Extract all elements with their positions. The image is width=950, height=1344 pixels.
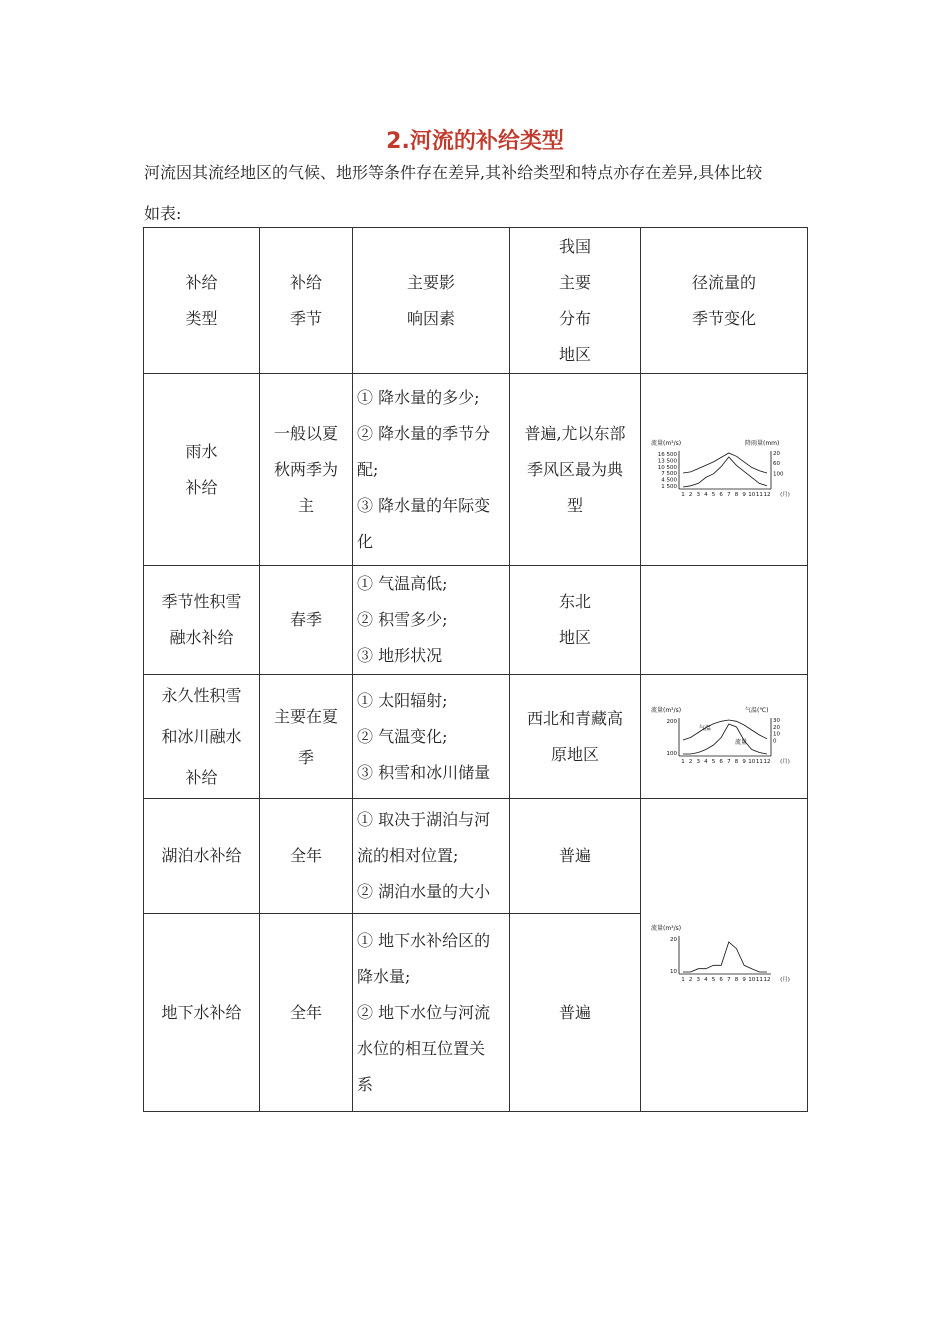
x-tick-label: 11 (755, 758, 763, 765)
x-tick-label: 9 (742, 977, 746, 983)
series-line (683, 453, 767, 473)
cell-season: 全年 (260, 914, 353, 1112)
header-factors: 主要影 响因素 (353, 228, 510, 374)
cell-factors: ① 太阳辐射; ② 气温变化; ③ 积雪和冰川储量 (353, 675, 510, 799)
left-axis-title: 流量(m³/s) (651, 925, 682, 932)
groundwater-recharge-hydrograph (649, 922, 799, 988)
right-tick-label: 60 (773, 460, 780, 467)
x-tick-label: 1 (681, 977, 685, 983)
y-tick-label: 13 500 (657, 457, 677, 464)
y-tick-label: 20 (670, 937, 677, 943)
cell-distribution: 普遍,尤以东部 季风区最为典 型 (510, 374, 641, 566)
x-unit-label: (月) (780, 758, 790, 765)
cell-season: 春季 (260, 566, 353, 675)
series-label: 气温 (699, 724, 712, 732)
header-row (144, 228, 808, 374)
x-tick-label: 2 (688, 491, 693, 498)
cell-distribution: 普遍 (510, 914, 641, 1112)
cell-distribution: 东北 地区 (510, 566, 641, 675)
x-tick-label: 8 (734, 758, 739, 765)
x-tick-label: 6 (719, 977, 723, 983)
x-tick-label: 1 (681, 758, 685, 765)
series-label: 流量 (735, 738, 748, 746)
right-tick-label: 30 (773, 717, 780, 724)
cell-season: 主要在夏 季 (260, 675, 353, 799)
cell-distribution: 普遍 (510, 799, 641, 914)
x-tick-label: 6 (719, 491, 723, 498)
x-tick-label: 11 (755, 491, 763, 498)
right-tick-label: 100 (773, 470, 784, 477)
x-tick-label: 1 (681, 491, 685, 498)
x-tick-label: 10 (748, 491, 756, 498)
cell-factors: ① 取决于湖泊与河 流的相对位置; ② 湖泊水量的大小 (353, 799, 510, 914)
x-tick-label: 4 (704, 758, 708, 765)
intro-line: 河流因其流经地区的气候、地形等条件存在差异,其补给类型和特点亦存在差异,具体比较 (144, 163, 763, 182)
header-season: 补给 季节 (260, 228, 353, 374)
cell-type: 季节性积雪 融水补给 (144, 566, 260, 675)
glacier-recharge-hydrograph (649, 704, 799, 770)
x-tick-label: 7 (727, 758, 731, 765)
x-tick-label: 3 (696, 491, 701, 498)
right-tick-label: 20 (773, 724, 780, 731)
section-title: 2.河流的补给类型 (386, 129, 564, 154)
right-axis-title: 气温(℃) (745, 706, 769, 714)
cell-season: 全年 (260, 799, 353, 914)
y-tick-label: 10 (670, 969, 677, 975)
cell-runoff-chart (641, 374, 808, 566)
intro-line: 如表: (144, 204, 182, 223)
right-tick-label: 20 (773, 450, 780, 457)
y-tick-label: 1 500 (661, 483, 677, 490)
x-unit-label: (月) (780, 977, 790, 983)
y-tick-label: 200 (666, 718, 677, 725)
x-tick-label: 12 (763, 491, 771, 498)
x-tick-label: 12 (763, 758, 771, 765)
x-tick-label: 6 (719, 758, 723, 765)
header-type: 补给 类型 (144, 228, 260, 374)
x-tick-label: 9 (742, 758, 746, 765)
right-tick-label: 0 (773, 737, 777, 744)
x-tick-label: 3 (696, 977, 701, 983)
table-row (144, 374, 808, 566)
cell-season: 一般以夏 秋两季为 主 (260, 374, 353, 566)
x-tick-label: 3 (696, 758, 701, 765)
series-line (683, 457, 767, 487)
intro-paragraph (144, 152, 808, 234)
x-unit-label: (月) (780, 491, 790, 498)
y-tick-label: 7 500 (661, 470, 677, 477)
x-tick-label: 2 (688, 758, 693, 765)
header-runoff: 径流量的 季节变化 (641, 228, 808, 374)
y-tick-label: 10 500 (657, 464, 677, 471)
table-row (144, 566, 808, 675)
x-tick-label: 12 (763, 977, 771, 983)
x-tick-label: 10 (748, 977, 756, 983)
table-row (144, 799, 808, 914)
recharge-table (143, 227, 808, 1112)
x-tick-label: 4 (704, 977, 708, 983)
cell-factors: ① 气温高低; ② 积雪多少; ③ 地形状况 (353, 566, 510, 675)
x-tick-label: 7 (727, 491, 731, 498)
cell-factors: ① 降水量的多少; ② 降水量的季节分 配; ③ 降水量的年际变 化 (353, 374, 510, 566)
x-tick-label: 5 (711, 977, 716, 983)
cell-type: 雨水 补给 (144, 374, 260, 566)
x-tick-label: 9 (742, 491, 746, 498)
y-tick-label: 100 (666, 750, 677, 757)
x-tick-label: 11 (755, 977, 763, 983)
rain-recharge-hydrograph (649, 437, 799, 503)
x-tick-label: 10 (748, 758, 756, 765)
cell-runoff-empty (641, 566, 808, 675)
series-line (683, 724, 767, 754)
left-axis-title: 流量(m³/s) (651, 439, 682, 447)
cell-type: 永久性积雪 和冰川融水 补给 (144, 675, 260, 799)
x-tick-label: 8 (734, 977, 739, 983)
cell-factors: ① 地下水补给区的 降水量; ② 地下水位与河流 水位的相互位置关 系 (353, 914, 510, 1112)
cell-distribution: 西北和青藏高 原地区 (510, 675, 641, 799)
x-tick-label: 2 (688, 977, 693, 983)
y-tick-label: 4 500 (661, 477, 677, 484)
series-line (683, 942, 767, 972)
x-tick-label: 5 (711, 491, 716, 498)
left-axis-title: 流量(m³/s) (651, 706, 682, 714)
y-tick-label: 16 500 (657, 451, 677, 458)
right-tick-label: 10 (773, 731, 780, 738)
x-tick-label: 8 (734, 491, 739, 498)
cell-runoff-chart (641, 675, 808, 799)
right-axis-title: 降雨量(mm) (745, 439, 780, 447)
cell-type: 湖泊水补给 (144, 799, 260, 914)
header-distribution: 我国 主要 分布 地区 (510, 228, 641, 374)
x-tick-label: 7 (727, 977, 731, 983)
x-tick-label: 4 (704, 491, 708, 498)
table-row (144, 675, 808, 799)
x-tick-label: 5 (711, 758, 716, 765)
cell-type: 地下水补给 (144, 914, 260, 1112)
cell-runoff-chart (641, 799, 808, 1112)
